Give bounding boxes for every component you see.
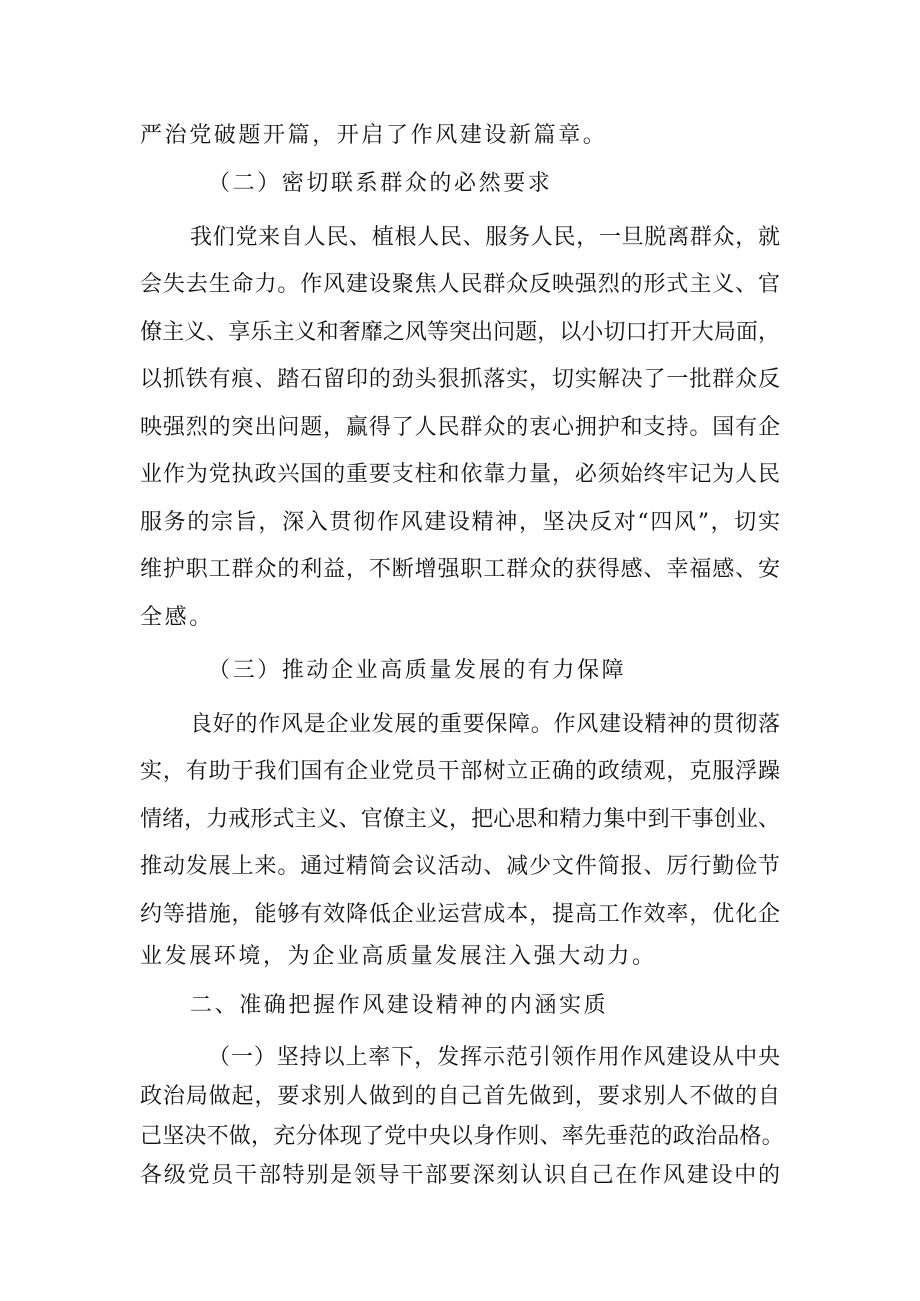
- paragraph-line: 映强烈的突出问题，赢得了人民群众的衷心拥护和支持。国有企: [140, 415, 780, 440]
- paragraph-line: 全感。: [140, 605, 214, 630]
- paragraph-line: 情绪，力戒形式主义、官僚主义，把心思和精力集中到干事创业、: [140, 807, 780, 832]
- paragraph-line: 我们党来自人民、植根人民、服务人民，一旦脱离群众，就: [190, 225, 780, 250]
- paragraph-line: 良好的作风是企业发展的重要保障。作风建设精神的贯彻落: [190, 712, 780, 737]
- paragraph-line: 约等措施，能够有效降低企业运营成本，提高工作效率，优化企: [140, 902, 780, 927]
- paragraph-line: 业发展环境，为企业高质量发展注入强大动力。: [140, 944, 657, 969]
- paragraph-line: 政治局做起，要求别人做到的自己首先做到，要求别人不做的自: [140, 1084, 780, 1109]
- paragraph-line: 服务的宗旨，深入贯彻作风建设精神，坚决反对“四风”，切实: [140, 510, 780, 535]
- paragraph-line: 维护职工群众的利益，不断增强职工群众的获得感、幸福感、安: [140, 557, 780, 582]
- section-heading: （二）密切联系群众的必然要求: [208, 171, 553, 196]
- paragraph-line: 会失去生命力。作风建设聚焦人民群众反映强烈的形式主义、官: [140, 272, 780, 297]
- section-heading: （三）推动企业高质量发展的有力保障: [208, 658, 627, 683]
- paragraph-line: 各级党员干部特别是领导干部要深刻认识自己在作风建设中的: [140, 1163, 780, 1188]
- paragraph-line: 以抓铁有痕、踏石留印的劲头狠抓落实，切实解决了一批群众反: [140, 367, 780, 392]
- paragraph-line: （一）坚持以上率下，发挥示范引领作用作风建设从中央: [208, 1045, 780, 1070]
- paragraph-line: 实，有助于我们国有企业党员干部树立正确的政绩观，克服浮躁: [140, 759, 780, 784]
- paragraph-line: 推动发展上来。通过精简会议活动、减少文件简报、厉行勤俭节: [140, 854, 780, 879]
- paragraph-line: 己坚决不做，充分体现了党中央以身作则、率先垂范的政治品格。: [140, 1124, 784, 1149]
- paragraph-line: 严治党破题开篇，开启了作风建设新篇章。: [140, 123, 608, 148]
- paragraph-line: 业作为党执政兴国的重要支柱和依靠力量，必须始终牢记为人民: [140, 462, 780, 487]
- chapter-heading: 二、准确把握作风建设精神的内涵实质: [190, 993, 609, 1018]
- paragraph-line: 僚主义、享乐主义和奢靡之风等突出问题，以小切口打开大局面，: [140, 320, 780, 345]
